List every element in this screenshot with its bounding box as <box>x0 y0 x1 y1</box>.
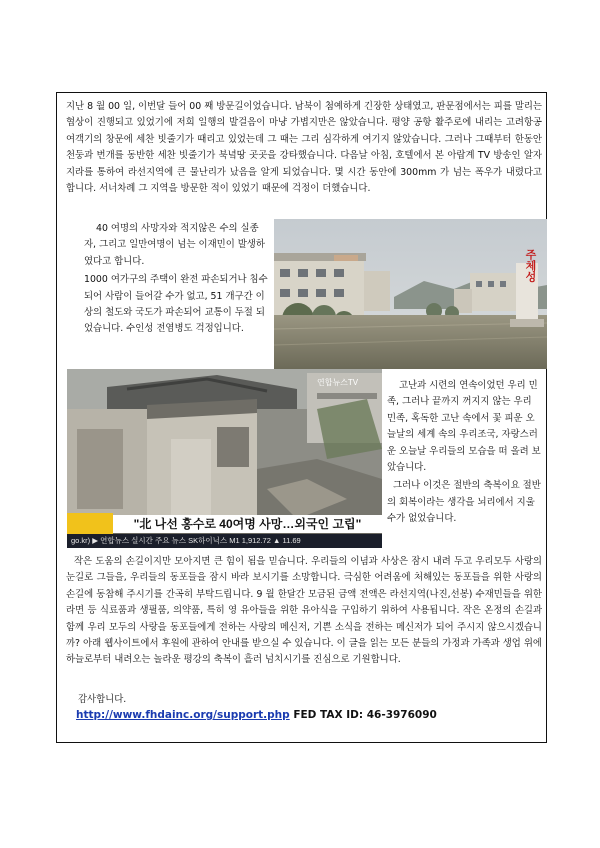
flooded-street-photo <box>274 219 547 369</box>
hope-text: 고난과 시련의 연속이었던 우리 민족, 그러나 끝까지 꺼지지 않는 우리 민족, 혹독한 고난 속에서 꽃 피운 오늘날의 세계 속의 우리조국, 자랑스러운 오늘날 우리들의 모습을 떠 올려 보았습니다. <box>387 380 541 474</box>
contact-line <box>76 709 437 721</box>
news-channel-logo: 연합뉴스TV <box>317 378 359 387</box>
news-ticker: go.kr) ▶ 연합뉴스 실시간 주요 뉴스 SK하이닉스 M1 1,912.72 ▲ 11.69 <box>67 534 382 548</box>
flooded-street-illustration <box>274 219 547 369</box>
monument-sign: 주체성 <box>524 249 537 282</box>
banner-tag <box>67 513 113 535</box>
news-headline-banner: "北 나선 홍수로 40여명 사망…외국인 고립" <box>113 515 382 533</box>
tax-id: FED TAX ID: 46-3976090 <box>293 709 437 721</box>
infrastructure-text: 1000 여가구의 주택이 완전 파손되거나 침수되어 사람이 들어갈 수가 없고, 51 개구간 이상의 철도와 국도가 파손되어 교통이 두절 되었습니다. 수인성 전염병도 걱정입니다. <box>84 274 268 335</box>
appeal-paragraph: 작은 도움의 손길이지만 모아지면 큰 힘이 됨을 믿습니다. 우리들의 이념과 사상은 잠시 내려 두고 우리모두 사랑의 눈길로 그들을, 우리들의 동포들을 잠시 바라 보시기를 소망합니다. 극심한 어려움에 처해있는 동포들을 위한 사랑의 손길에 동참해 주시기를 간곡히 부탁드립니다. 9 월 한달간 모금된 금액 전액은 라선지역(나진,선봉) 수재민들을 위한 라면 등 식료품과 생필품, 의약품, 특히 영 유아들을 위한 유아식을 구입하기 위하여 사용됩니다. 작은 온정의 손길과 함께 우리 모두의 사랑을 동포들에게 전하는 사랑의 메신저, 기쁜 소식을 전하는 메신저가 되어 주시지 않으시겠습니까? 아래 웹사이트에서 후원에 관하여 안내를 받으실 수 있습니다. 이 글을 읽는 모든 분들의 가정과 가족과 생업 위에 하늘로부터 내려오는 놀라운 평강의 축복이 흘러 넘치시기를 진심으로 기원합니다. <box>66 556 542 666</box>
thanks-text: 감사합니다. <box>78 694 127 705</box>
casualty-text: 40 여명의 사망자와 적지않은 수의 실종자, 그리고 일만여명이 넘는 이재민이 발생하였다고 합니다. <box>84 223 265 267</box>
collapsed-house-news-photo <box>67 369 382 548</box>
hope-paragraphs <box>387 378 541 528</box>
damage-paragraphs <box>84 221 270 338</box>
support-link[interactable]: http://www.fhdainc.org/support.php <box>76 709 290 721</box>
blessing-text: 그러나 이것은 절반의 축복이요 절반의 회복이라는 생각을 뇌리에서 지울수가 없었습니다. <box>387 480 541 525</box>
intro-paragraph: 지난 8 월 00 일, 이번달 들어 00 째 방문길이었습니다. 남북이 첨예하게 긴장한 상태였고, 판문점에서는 피를 말리는 협상이 진행되고 있었기에 저희 일행의 발걸음이 마냥 가볍지만은 않았습니다. 평양 공항 활주로에 내리는 고려항공 여객기의 창문에 세찬 빗줄기가 때리고 있었는데 그 때는 그리 심각하게 여기지 않았습니다. 그러나 그때부터 한동안 천둥과 번개를 동반한 세찬 빗줄기가 북녘땅 곳곳을 강타했습니다. 다음날 아침, 호텔에서 본 아랍계 TV 방송인 알자지라를 통하여 라선지역에 큰 물난리가 났음을 알게 되었습니다. 몇 시간 동안에 300mm 가 넘는 폭우가 내렸다고 합니다. 서너차례 그 지역을 방문한 적이 있었기 때문에 걱정이 더했습니다. <box>66 101 542 195</box>
